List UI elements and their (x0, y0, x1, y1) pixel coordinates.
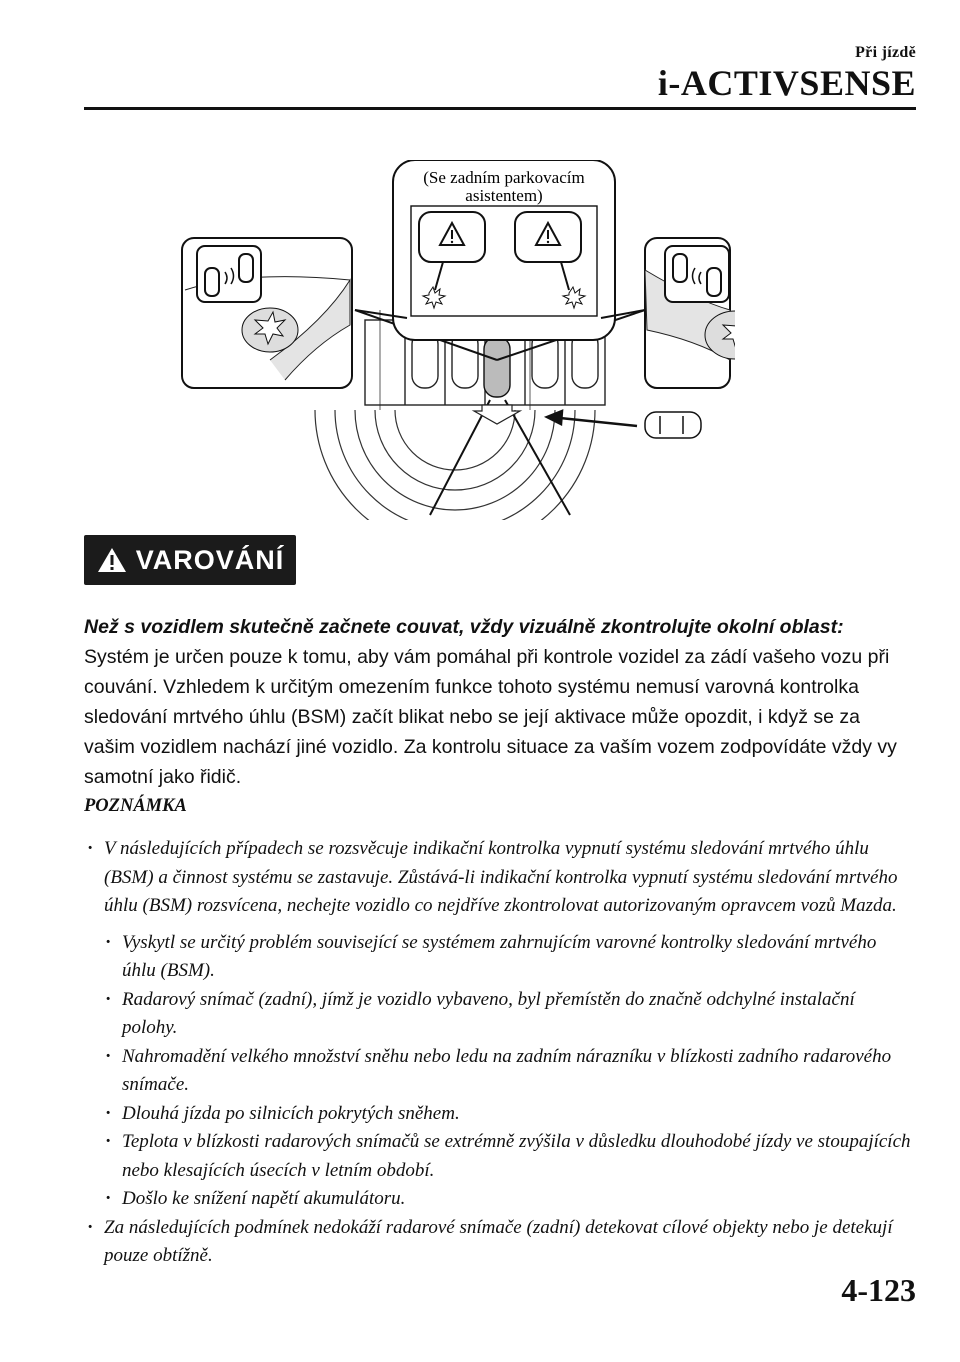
page-number: 4-123 (841, 1272, 916, 1308)
note-sub-item: · Nahromadění velkého množství sněhu nebo ledu na zadním nárazníku v blízkosti zadního radarového snímače. (102, 1043, 914, 1100)
warning-text (84, 612, 914, 792)
parking-assist-display (355, 160, 645, 340)
figure-caption-line1: (Se zadním parkovacím (423, 168, 585, 187)
note-item: · Za následujících podmínek nedokáží radarové snímače (zadní) detekovat cílové objekty nebo je detekují pouze obtížně. (84, 1214, 914, 1271)
note-sub-item: · Radarový snímač (zadní), jímž je vozidlo vybaveno, byl přemístěn do značně odchylné instalační polohy. (102, 986, 914, 1043)
note-sub-item: · Dlouhá jízda po silnicích pokrytých sněhem. (102, 1100, 914, 1129)
note-sub-list (102, 929, 914, 1214)
warning-heading: Než s vozidlem skutečně začnete couvat, vždy vizuálně zkontrolujte okolní oblast: (84, 616, 844, 638)
warning-body: Systém je určen pouze k tomu, aby vám pomáhal při kontrole vozidel za zádí vašeho vozu při couvání. Vzhledem k určitým omezením funkce tohoto systému nemusí varovná kontrolka sledování mrtvého úhlu (BSM) začít blikat nebo se její aktivace může opozdit, i když se za vašim vozidlem nachází jiné vozidlo. Za kontrolu situace za vaším vozem zodpovídáte vždy vy samotní jako řidič. (84, 646, 897, 788)
figure-caption-line2: asistentem) (465, 186, 543, 205)
warning-label: VAROVÁNÍ (135, 544, 285, 575)
note-sub-item: · Vyskytl se určitý problém související se systémem zahrnujícím varovné kontrolky sledování mrtvého úhlu (BSM). (102, 929, 914, 986)
header-title: i-ACTIVSENSE (657, 63, 916, 103)
note-sub-item: · Teplota v blízkosti radarových snímačů se extrémně zvýšila v důsledku dlouhodobé jízdy ve stoupajících nebo klesajících úsecích v letním období. (102, 1128, 914, 1185)
note-list (84, 835, 914, 1271)
note-item: · V následujících případech se rozsvěcuje indikační kontrolka vypnutí systému sledování mrtvého úhlu (BSM) a činnost systému se zastavuje. Zůstává-li indikační kontrolka vypnutí systému sledování mrtvého úhlu (BSM) rozsvícena, nechejte vozidlo co nejdříve zkontrolovat autorizovaným opravcem vozů Mazda. (84, 835, 914, 921)
approach-arrow (547, 411, 637, 426)
left-mirror-panel (182, 238, 352, 388)
warning-triangle-icon (96, 546, 128, 574)
header-section: Při jízdě (855, 44, 916, 61)
rcta-illustration (175, 160, 735, 520)
right-mirror-panel (645, 238, 735, 388)
warning-banner (84, 535, 296, 585)
approaching-car (645, 412, 701, 438)
arrow-down-icon (474, 405, 520, 424)
note-heading: POZNÁMKA (84, 796, 187, 816)
note-sub-item: · Došlo ke snížení napětí akumulátoru. (102, 1185, 914, 1214)
header-rule (84, 107, 916, 110)
